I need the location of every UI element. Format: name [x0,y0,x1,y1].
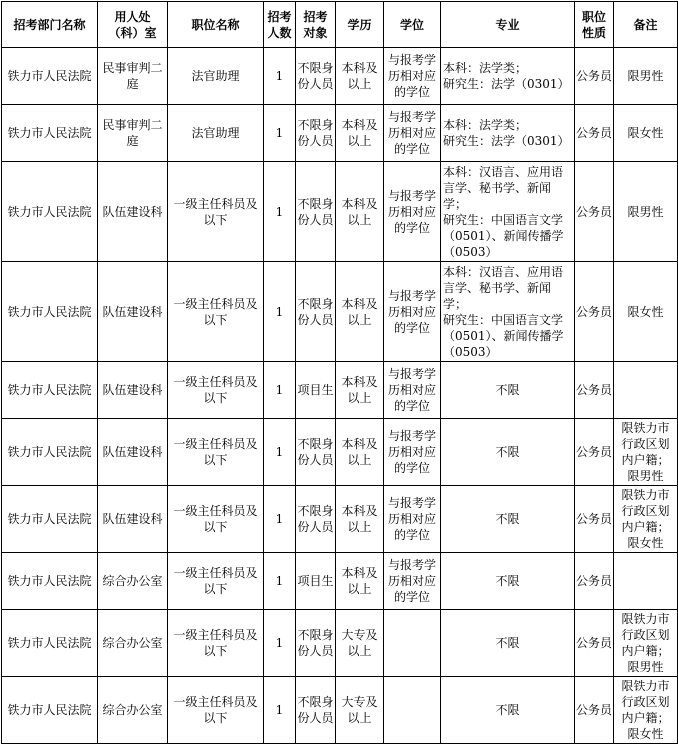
header-target: 招考对象 [296,2,336,48]
cell-major: 本科：法学类； 研究生：法学（0301） [441,48,575,105]
cell-nature: 公务员 [575,262,614,362]
header-remarks: 备注 [614,2,678,48]
cell-major: 不限 [441,362,575,419]
cell-major: 不限 [441,610,575,677]
table-row [2,677,678,744]
cell-education: 本科及以上 [336,48,384,105]
cell-education: 本科及以上 [336,486,384,553]
cell-office: 综合办公室 [98,677,168,744]
cell-education: 本科及以上 [336,105,384,162]
cell-nature: 公务员 [575,486,614,553]
cell-remarks [614,553,678,610]
cell-nature: 公务员 [575,48,614,105]
cell-position: 一级主任科员及以下 [168,262,264,362]
header-degree: 学位 [384,2,441,48]
header-department: 招考部门名称 [2,2,98,48]
cell-count: 1 [264,362,296,419]
cell-nature: 公务员 [575,362,614,419]
header-position: 职位名称 [168,2,264,48]
cell-position: 一级主任科员及以下 [168,362,264,419]
recruitment-table [1,1,678,744]
cell-department: 铁力市人民法院 [2,162,98,262]
cell-degree: 与报考学历相对应的学位 [384,162,441,262]
cell-remarks: 限铁力市行政区划内户籍；限女性 [614,486,678,553]
table-row [2,48,678,105]
cell-count: 1 [264,105,296,162]
cell-education: 大专及以上 [336,610,384,677]
header-count: 招考人数 [264,2,296,48]
cell-count: 1 [264,162,296,262]
cell-office: 民事审判二庭 [98,105,168,162]
header-education: 学历 [336,2,384,48]
table-row [2,362,678,419]
cell-major: 本科：法学类； 研究生：法学（0301） [441,105,575,162]
header-nature: 职位性质 [575,2,614,48]
cell-education: 大专及以上 [336,677,384,744]
cell-office: 综合办公室 [98,553,168,610]
cell-position: 一级主任科员及以下 [168,162,264,262]
cell-remarks: 限男性 [614,162,678,262]
cell-nature: 公务员 [575,677,614,744]
cell-degree [384,677,441,744]
header-office: 用人处（科）室 [98,2,168,48]
cell-position: 一级主任科员及以下 [168,553,264,610]
cell-degree: 与报考学历相对应的学位 [384,262,441,362]
table-row [2,262,678,362]
cell-major: 不限 [441,553,575,610]
cell-office: 队伍建设科 [98,486,168,553]
cell-major: 本科：汉语言、应用语言学、秘书学、新闻学； 研究生：中国语言文学（0501）、新闻传播学（0503） [441,262,575,362]
cell-target: 不限身份人员 [296,419,336,486]
cell-department: 铁力市人民法院 [2,105,98,162]
cell-office: 队伍建设科 [98,162,168,262]
cell-target: 不限身份人员 [296,262,336,362]
cell-department: 铁力市人民法院 [2,553,98,610]
header-major: 专业 [441,2,575,48]
cell-target: 不限身份人员 [296,162,336,262]
cell-target: 不限身份人员 [296,105,336,162]
cell-count: 1 [264,48,296,105]
cell-count: 1 [264,486,296,553]
table-row [2,162,678,262]
table-body [2,48,678,744]
cell-target: 项目生 [296,553,336,610]
table-row [2,610,678,677]
cell-office: 综合办公室 [98,610,168,677]
cell-department: 铁力市人民法院 [2,419,98,486]
cell-degree: 与报考学历相对应的学位 [384,362,441,419]
cell-count: 1 [264,419,296,486]
header-row [2,2,678,48]
cell-position: 法官助理 [168,48,264,105]
cell-target: 不限身份人员 [296,486,336,553]
cell-nature: 公务员 [575,419,614,486]
cell-department: 铁力市人民法院 [2,362,98,419]
table-row [2,105,678,162]
cell-count: 1 [264,610,296,677]
cell-office: 队伍建设科 [98,362,168,419]
cell-department: 铁力市人民法院 [2,677,98,744]
cell-target: 项目生 [296,362,336,419]
cell-remarks: 限铁力市行政区划内户籍；限女性 [614,677,678,744]
cell-nature: 公务员 [575,610,614,677]
cell-education: 本科及以上 [336,553,384,610]
cell-degree: 与报考学历相对应的学位 [384,553,441,610]
cell-count: 1 [264,553,296,610]
cell-count: 1 [264,677,296,744]
cell-remarks: 限女性 [614,105,678,162]
cell-major: 不限 [441,419,575,486]
cell-education: 本科及以上 [336,162,384,262]
cell-remarks: 限男性 [614,48,678,105]
cell-target: 不限身份人员 [296,677,336,744]
cell-degree: 与报考学历相对应的学位 [384,48,441,105]
cell-major: 本科：汉语言、应用语言学、秘书学、新闻学； 研究生：中国语言文学（0501）、新闻传播学（0503） [441,162,575,262]
cell-target: 不限身份人员 [296,610,336,677]
cell-department: 铁力市人民法院 [2,610,98,677]
cell-degree: 与报考学历相对应的学位 [384,105,441,162]
cell-major: 不限 [441,677,575,744]
cell-count: 1 [264,262,296,362]
cell-major: 不限 [441,486,575,553]
cell-remarks: 限铁力市行政区划内户籍；限男性 [614,610,678,677]
cell-office: 队伍建设科 [98,419,168,486]
table-row [2,486,678,553]
cell-nature: 公务员 [575,105,614,162]
cell-education: 本科及以上 [336,362,384,419]
cell-position: 一级主任科员及以下 [168,486,264,553]
cell-position: 一级主任科员及以下 [168,677,264,744]
cell-remarks [614,362,678,419]
cell-degree [384,610,441,677]
cell-education: 本科及以上 [336,419,384,486]
table-row [2,553,678,610]
cell-degree: 与报考学历相对应的学位 [384,486,441,553]
cell-nature: 公务员 [575,553,614,610]
cell-remarks: 限铁力市行政区划内户籍；限男性 [614,419,678,486]
cell-degree: 与报考学历相对应的学位 [384,419,441,486]
cell-office: 民事审判二庭 [98,48,168,105]
cell-department: 铁力市人民法院 [2,262,98,362]
cell-department: 铁力市人民法院 [2,486,98,553]
cell-target: 不限身份人员 [296,48,336,105]
cell-nature: 公务员 [575,162,614,262]
cell-position: 一级主任科员及以下 [168,610,264,677]
cell-office: 队伍建设科 [98,262,168,362]
cell-position: 一级主任科员及以下 [168,419,264,486]
cell-department: 铁力市人民法院 [2,48,98,105]
cell-position: 法官助理 [168,105,264,162]
cell-education: 本科及以上 [336,262,384,362]
table-row [2,419,678,486]
cell-remarks: 限女性 [614,262,678,362]
